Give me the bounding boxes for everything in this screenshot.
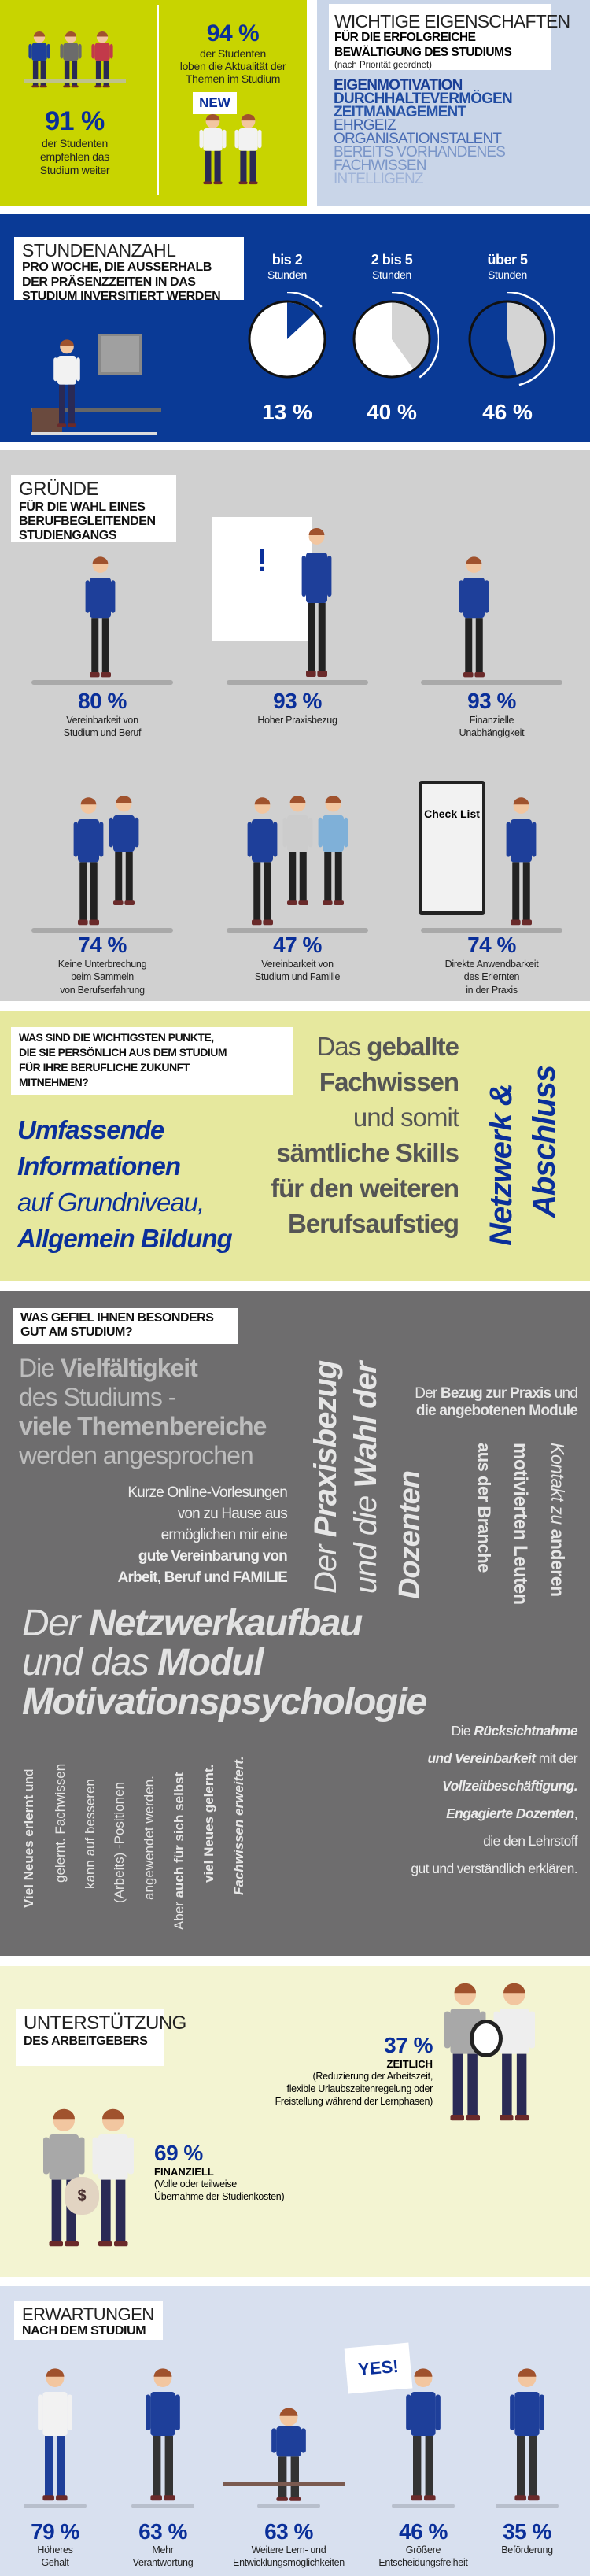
practice-modules-quote: [415, 1385, 577, 1420]
question-text: FÜR IHRE BERUFLICHE ZUKUNFT: [19, 1060, 190, 1074]
hours-item: [345, 252, 439, 425]
quote-line: Arbeit, Beruf und FAMILIE: [117, 1569, 287, 1586]
lecturers-vertical-text-2: Dozenten: [393, 1471, 426, 1599]
expectation-label: Weitere Lern- und: [251, 2545, 326, 2556]
expectation-value: 63 %: [138, 2519, 187, 2544]
expectations-section: [0, 2286, 590, 2576]
quote-line: Vollzeitbeschäftigung.: [442, 1778, 577, 1794]
reason-value: 47 %: [273, 933, 322, 957]
question-text: MITNEHMEN?: [19, 1075, 89, 1088]
reason-item: [255, 933, 340, 984]
quote-line: Die: [451, 1723, 474, 1739]
quote-line: Informationen: [17, 1151, 180, 1181]
reason-item: [257, 689, 337, 726]
reason-illustration: [456, 553, 492, 678]
reason-item: [445, 933, 539, 996]
stat-text: Übernahme der Studienkosten): [154, 2191, 285, 2202]
stat-label: ZEITLICH: [386, 2058, 433, 2070]
clock-chart: [345, 292, 439, 386]
expectation-illustration: [139, 2364, 186, 2502]
expectation-value: 35 %: [503, 2519, 551, 2544]
liked-section: [0, 1291, 590, 1956]
reason-item: [64, 689, 141, 740]
hours-unit: Stunden: [267, 268, 308, 281]
traits-note: (nach Priorität geordnet): [334, 61, 433, 70]
expectation-value: 79 %: [31, 2519, 79, 2544]
reason-label: Studium und Beruf: [63, 727, 142, 739]
reason-value: 93 %: [273, 689, 322, 713]
cheering-people-illustration: [195, 114, 266, 185]
stat-text: loben die Aktualität der: [179, 60, 286, 73]
stat-text: (Reduzierung der Arbeitszeit,: [312, 2071, 433, 2082]
new-sign: NEW: [193, 92, 237, 114]
online-lectures-quote: [118, 1482, 287, 1588]
stat-value: 91 %: [45, 106, 105, 136]
stat-text: flexible Urlaubszeitenregelung oder: [286, 2083, 433, 2094]
quote-line: gut und verständlich erklären.: [411, 1861, 577, 1876]
quote-line: Kontakt zu: [548, 1443, 568, 1529]
quote-line: Praxisbezug: [308, 1360, 343, 1538]
checklist-board: Check List: [419, 781, 485, 915]
quote-line: und die: [348, 1488, 383, 1594]
reason-label: in der Praxis: [466, 984, 518, 996]
support-subtitle: DES ARBEITGEBERS: [24, 2034, 148, 2048]
reason-value: 74 %: [467, 933, 516, 957]
hours-subtitle: STUDIUM INVERSITIERT WERDEN: [22, 290, 221, 304]
expertise-quote: [271, 1029, 459, 1241]
expectation-item: [378, 2519, 467, 2569]
reason-value: 74 %: [78, 933, 127, 957]
contact-vertical-text: [547, 1443, 568, 1597]
traits-list: [334, 79, 512, 186]
trait-item: FACHWISSEN: [334, 157, 426, 174]
traits-subtitle: FÜR DIE ERFOLGREICHE: [334, 31, 476, 44]
trait-item: EIGENMOTIVATION: [334, 77, 463, 94]
support-time: [275, 2033, 433, 2108]
support-money: [154, 2141, 284, 2203]
quote-line: Vielfältigkeit: [60, 1354, 197, 1382]
quote-line: die den Lehrstoff: [483, 1833, 577, 1849]
trait-item: ORGANISATIONSTALENT: [334, 131, 502, 147]
quote-line: Fachwissen erweitert.: [231, 1756, 246, 1895]
stat-value: 94 %: [206, 20, 260, 46]
stat-text: Freistellung während der Lernphasen): [275, 2096, 433, 2107]
hours-title: STUNDENANZAHL: [22, 240, 176, 261]
question-text: GUT AM STUDIUM?: [20, 1325, 133, 1339]
takeaways-section: [0, 1011, 590, 1281]
quote-line: des Studiums -: [19, 1383, 176, 1411]
trait-item: BEREITS VORHANDENES: [334, 144, 506, 161]
expectation-label: Beförderung: [501, 2545, 553, 2556]
expectation-label: Höheres: [37, 2545, 73, 2556]
expectations-subtitle: NACH DEM STUDIUM: [22, 2324, 146, 2338]
quote-line: Der: [415, 1385, 441, 1402]
hours-item: [240, 252, 334, 425]
quote-line: Das: [316, 1032, 367, 1061]
quote-line: Motivationspsychologie: [22, 1681, 426, 1723]
reason-label: des Erlernten: [463, 971, 520, 983]
hours-title-box: [14, 237, 244, 304]
reason-illustration: [299, 521, 334, 678]
ground-shadow: [257, 2504, 320, 2508]
quote-line: kann auf besseren: [83, 1779, 98, 1889]
hours-range: 2 bis 5: [371, 252, 413, 268]
network-vertical-text: Netzwerk &: [484, 1084, 518, 1246]
money-handover-illustration: [39, 2106, 138, 2248]
quote-line: ermöglichen mir eine: [160, 1527, 287, 1543]
quote-line: Viel Neues erlernt: [21, 1794, 36, 1908]
quote-line: Der: [308, 1537, 343, 1594]
ground-shadow: [131, 2504, 194, 2508]
quote-line: werden angesprochen: [19, 1441, 253, 1469]
trait-item: INTELLIGENZ: [334, 171, 423, 187]
stat-value: 69 %: [154, 2141, 203, 2165]
variety-quote: [19, 1354, 266, 1470]
stat-text: empfehlen das: [40, 150, 109, 163]
reason-illustration: [245, 793, 351, 926]
liked-question-box: [13, 1308, 238, 1344]
expectation-label: Entscheidungsfreiheit: [378, 2556, 468, 2568]
quote-line: Umfassende: [17, 1115, 164, 1144]
reason-label: von Berufserfahrung: [60, 984, 145, 996]
question-text: DIE SIE PERSÖNLICH AUS DEM STUDIUM: [19, 1045, 227, 1059]
quote-line: und: [551, 1385, 577, 1402]
quote-line: Modul: [157, 1642, 263, 1683]
quote-line: (Arbeits) -Positionen: [112, 1781, 127, 1903]
reasons-section: [0, 450, 590, 1001]
stat-text: (Volle oder teilweise: [154, 2179, 237, 2190]
expectation-label: Größere: [405, 2545, 441, 2556]
trait-item: DURCHHALTEVERMÖGEN: [334, 91, 512, 107]
top-section: [0, 0, 590, 206]
stat-topicality: [180, 20, 286, 85]
quote-line: und das: [22, 1642, 158, 1683]
quote-line: Netzwerkaufbau: [88, 1602, 362, 1644]
expectation-illustration: [503, 2364, 551, 2502]
clock-chart: [240, 292, 334, 386]
quote-line: Wahl der: [348, 1362, 383, 1488]
stat-text: der Studenten: [199, 47, 267, 60]
reason-item: [58, 933, 146, 996]
stat-value: 37 %: [384, 2033, 433, 2057]
expectation-item: [133, 2519, 194, 2569]
quote-line: Engagierte Dozenten: [446, 1805, 574, 1821]
quote-line: anderen: [548, 1528, 568, 1597]
lecturers-vertical-text: [348, 1362, 384, 1594]
hours-unit: Stunden: [487, 268, 528, 281]
quote-line: Bezug zur Praxis: [440, 1385, 551, 1402]
quote-line: Aber: [171, 1898, 186, 1930]
expectation-value: 46 %: [399, 2519, 448, 2544]
hours-subtitle: DER PRÄSENZZEITEN IN DAS: [22, 275, 196, 289]
quote-line: mit der: [535, 1750, 577, 1766]
ground-shadow: [496, 2504, 559, 2508]
stat-text: der Studenten: [41, 137, 109, 150]
divider: [157, 5, 159, 195]
traits-title: WICHTIGE EIGENSCHAFTEN: [334, 11, 570, 31]
motivated-vertical-text: motivierten Leuten: [510, 1443, 531, 1605]
network-module-quote: [22, 1604, 426, 1722]
reason-value: 93 %: [467, 689, 516, 713]
reason-illustration: [71, 793, 142, 926]
quote-line: angewendet werden.: [142, 1776, 157, 1900]
quote-line: sämtliche Skills: [276, 1138, 459, 1167]
expectation-illustration: [400, 2364, 447, 2502]
expectation-label: Gehalt: [41, 2556, 69, 2568]
reason-label: Studium und Familie: [254, 971, 341, 983]
quote-line: und: [21, 1768, 36, 1795]
stat-label: FINANZIELL: [154, 2166, 214, 2178]
reason-label: Keine Unterbrechung: [57, 959, 147, 970]
hours-item: [460, 252, 555, 425]
stat-text: Studium weiter: [39, 163, 110, 176]
reason-label: beim Sammeln: [71, 971, 134, 983]
quote-line: viel Neues gelernt.: [201, 1764, 216, 1883]
takeaways-question-box: [11, 1027, 293, 1095]
stat-recommend: [40, 106, 109, 176]
quote-line: Berufsaufstieg: [287, 1209, 459, 1238]
yes-sign: YES!: [345, 2343, 413, 2394]
quote-line: Fachwissen: [319, 1067, 459, 1096]
hours-value: 13 %: [262, 400, 312, 424]
hours-range: über 5: [487, 252, 528, 268]
expectations-title-box: [14, 2301, 163, 2340]
support-title: UNTERSTÜTZUNG: [24, 2012, 186, 2034]
quote-line: von zu Hause aus: [177, 1506, 287, 1522]
quote-line: viele Themenbereiche: [19, 1412, 267, 1440]
quote-line: auf Grundniveau,: [17, 1188, 205, 1217]
whiteboard: !: [212, 517, 312, 641]
quote-line: Der: [22, 1602, 89, 1644]
hours-value: 46 %: [482, 400, 533, 424]
quote-line: gelernt. Fachwissen: [53, 1763, 68, 1883]
expectation-illustration: [31, 2364, 79, 2502]
reasons-title: GRÜNDE: [19, 479, 99, 500]
expectation-label: Entwicklungsmöglichkeiten: [233, 2556, 345, 2568]
quote-line: und Vereinbarkeit: [427, 1750, 536, 1766]
desk: [223, 2482, 345, 2486]
reason-label: Direkte Anwendbarkeit: [444, 959, 539, 970]
reasons-subtitle: FÜR DIE WAHL EINES: [19, 500, 146, 514]
consideration-quote: [411, 1717, 577, 1883]
degree-vertical-text: Abschluss: [527, 1065, 562, 1218]
clock-chart: [460, 292, 555, 386]
trait-item: EHRGEIZ: [334, 117, 396, 134]
question-text: WAS SIND DIE WICHTIGSTEN PUNKTE,: [19, 1031, 214, 1044]
hours-section: [0, 214, 590, 442]
expectation-item: [501, 2519, 553, 2557]
expectation-item: [233, 2519, 345, 2569]
quote-line: auch für sich selbst: [171, 1772, 186, 1898]
ground-shadow: [392, 2504, 455, 2508]
traits-subtitle: BEWÄLTIGUNG DES STUDIUMS: [334, 46, 512, 59]
ground-shadow: [31, 680, 173, 685]
ground-shadow: [24, 2504, 87, 2508]
desk-illustration: [31, 334, 161, 434]
reason-illustration: [83, 553, 118, 678]
stat-text: Themen im Studium: [185, 72, 281, 86]
hours-range: bis 2: [271, 252, 303, 268]
expectation-value: 63 %: [264, 2519, 313, 2544]
expectation-label: Verantwortung: [132, 2556, 194, 2568]
expectation-item: [31, 2519, 79, 2569]
industry-vertical-text: aus der Branche: [474, 1443, 494, 1573]
ground-shadow: [421, 680, 562, 685]
quote-line: für den weiteren: [271, 1173, 459, 1203]
quote-line: Die: [19, 1354, 61, 1382]
reason-value: 80 %: [78, 689, 127, 713]
hours-unit: Stunden: [371, 268, 412, 281]
reason-label: Vereinbarkeit von: [66, 715, 138, 726]
reasons-subtitle: BERUFBEGLEITENDEN: [19, 514, 156, 528]
practice-vertical-text: [308, 1361, 344, 1594]
quote-line: geballte: [367, 1032, 459, 1061]
reason-label: Vereinbarkeit von: [261, 959, 334, 970]
reason-label: Finanzielle: [469, 715, 514, 726]
hours-value: 40 %: [367, 400, 417, 424]
expectation-label: Mehr: [152, 2545, 174, 2556]
expectations-title: ERWARTUNGEN: [22, 2304, 154, 2324]
support-title-box: [16, 2009, 186, 2066]
quote-line: ,: [573, 1805, 577, 1821]
reasons-subtitle: STUDIENGANGS: [19, 529, 117, 543]
reason-item: [459, 689, 525, 740]
reason-label: Unabhängigkeit: [459, 727, 525, 739]
quote-line: Allgemein Bildung: [17, 1224, 232, 1253]
money-bag-icon: $: [65, 2177, 99, 2215]
support-section: [0, 1966, 590, 2277]
reasons-title-box: [11, 475, 176, 542]
ground-shadow: [227, 680, 368, 685]
comprehensive-info-quote: [17, 1112, 232, 1257]
quote-line: die angebotenen Module: [415, 1403, 577, 1419]
quote-line: und somit: [352, 1103, 459, 1132]
reason-label: Hoher Praxisbezug: [257, 715, 337, 726]
quote-line: gute Vereinbarung von: [138, 1548, 287, 1565]
quote-line: Rücksichtnahme: [474, 1723, 577, 1739]
reason-illustration: [503, 793, 539, 926]
trait-item: ZEITMANAGEMENT: [334, 104, 466, 120]
hours-subtitle: PRO WOCHE, DIE AUSSERHALB: [22, 261, 212, 275]
question-text: WAS GEFIEL IHNEN BESONDERS: [20, 1311, 214, 1325]
quote-line: Kurze Online-Vorlesungen: [127, 1484, 287, 1501]
expectation-illustration: [265, 2408, 312, 2502]
clock-icon: [470, 2020, 503, 2057]
